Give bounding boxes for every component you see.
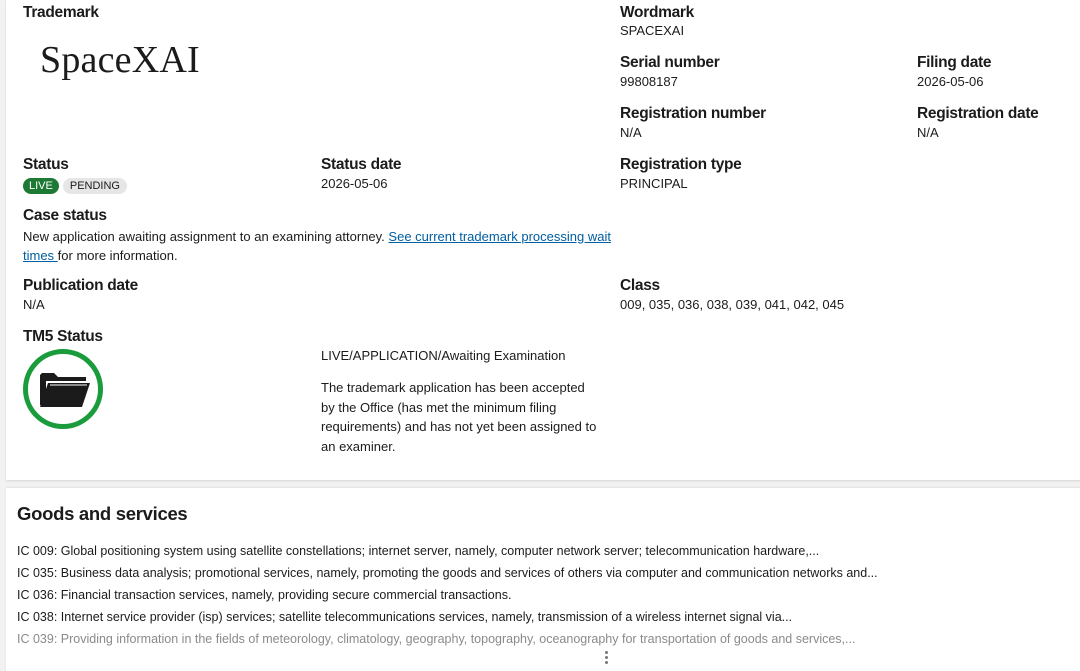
case-status-text xyxy=(23,227,613,265)
publication-date-value: N/A xyxy=(23,297,45,312)
wordmark-value: SPACEXAI xyxy=(620,23,685,38)
goods-services-list xyxy=(17,540,1067,650)
wordmark-label: Wordmark xyxy=(620,4,694,21)
trademark-summary-card xyxy=(6,0,1080,480)
goods-services-item: IC 035: Business data analysis; promotional services, namely, promoting the goods and services of others via computer and communication networks and... xyxy=(17,566,878,580)
goods-services-item: IC 039: Providing information in the fields of meteorology, climatology, geography, topography, oceanography for transportation of goods and services,... xyxy=(17,632,856,646)
class-value: 009, 035, 036, 038, 039, 041, 042, 045 xyxy=(620,297,845,312)
tm5-status-indicator xyxy=(23,349,103,429)
case-status-suffix: for more information. xyxy=(57,248,178,263)
registration-date-value: N/A xyxy=(917,125,939,140)
trademark-label: Trademark xyxy=(23,4,99,21)
status-date-label: Status date xyxy=(321,156,402,173)
serial-number-label: Serial number xyxy=(620,54,720,71)
tm5-status-line: LIVE/APPLICATION/Awaiting Examination xyxy=(321,348,566,363)
goods-services-title: Goods and services xyxy=(17,503,188,524)
status-label: Status xyxy=(23,156,69,173)
registration-number-value: N/A xyxy=(620,125,642,140)
folder-icon xyxy=(38,369,90,409)
registration-type-label: Registration type xyxy=(620,156,742,173)
publication-date-label: Publication date xyxy=(23,277,138,294)
tm5-status-label: TM5 Status xyxy=(23,328,103,345)
filing-date-label: Filing date xyxy=(917,54,992,71)
goods-services-item: IC 038: Internet service provider (isp) services; satellite telecommunications services, namely, transmission of a wireless internet signal via... xyxy=(17,610,793,624)
filing-date-value: 2026-05-06 xyxy=(917,74,984,89)
status-badge-pending: PENDING xyxy=(63,178,127,194)
case-status-description: New application awaiting assignment to an examining attorney. xyxy=(23,229,389,244)
show-more-icon[interactable] xyxy=(602,651,610,666)
tm5-status-description: The trademark application has been accepted by the Office (has met the minimum filing requirements) and has not yet been assigned to an examiner. xyxy=(321,380,597,454)
trademark-image: SpaceXAI xyxy=(40,39,200,81)
status-badge-live: LIVE xyxy=(23,178,59,194)
case-status-label: Case status xyxy=(23,207,107,224)
goods-services-item: IC 009: Global positioning system using satellite constellations; internet server, namely, computer network server; telecommunication hardware,... xyxy=(17,544,820,558)
class-label: Class xyxy=(620,277,660,294)
registration-number-label: Registration number xyxy=(620,105,766,122)
registration-type-value: PRINCIPAL xyxy=(620,176,688,191)
registration-date-label: Registration date xyxy=(917,105,1039,122)
status-date-value: 2026-05-06 xyxy=(321,176,388,191)
processing-wait-times-link[interactable]: See current trademark processing wait times xyxy=(23,229,611,263)
goods-services-item: IC 036: Financial transaction services, namely, providing secure commercial transactions. xyxy=(17,588,512,602)
serial-number-value: 99808187 xyxy=(620,74,678,89)
status-badges xyxy=(23,176,127,194)
